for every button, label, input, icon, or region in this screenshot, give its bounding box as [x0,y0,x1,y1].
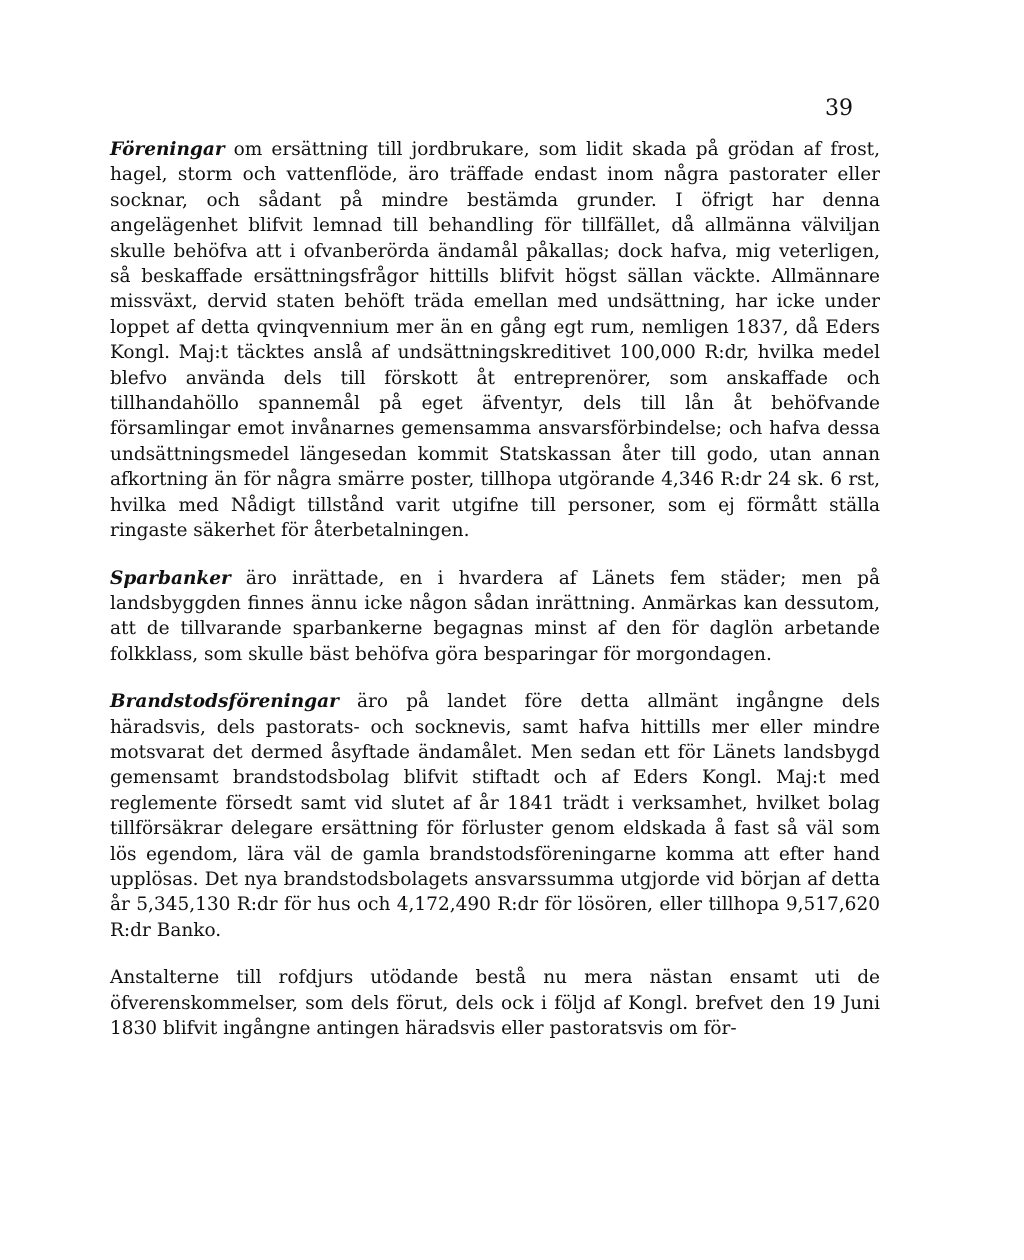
paragraph-lead-term: Föreningar [110,139,225,160]
paragraph-lead-term: Brandstodsföreningar [110,691,339,713]
paragraph-text: äro på landet före detta allmänt ingångne dels häradsvis, dels pastorats- och socknevis, samt hafva hittills mer eller mindre motsvarat det dermed åsyftade ändamålet. Men sedan ett för Länets landsbygd gemensamt brandstodsbolag blifvit stiftadt och af Eders Kongl. Maj:t med reglemente försedt samt vid slutet af år 1841 trädt i verksamhet, hvilket bolag tillförsäkrar delegare ersättning för förluster genom eldskada å fast så väl som lös egendom, lära väl de gamla brandstodsföreningarne komma att efter hand upplösas. Det nya brandstodsbolagets ansvarssumma utgjorde vid början af detta år 5,345,130 R:dr för hus och 4,172,490 R:dr för lösören, eller tillhopa 9,517,620 R:dr Banko. [110,691,880,941]
paragraph-foreningar [110,137,880,544]
paragraph-brandstodsforeningar [110,689,880,943]
page-number: 39 [825,96,853,121]
page-body [110,95,880,1063]
paragraph-anstalterne [110,965,880,1041]
paragraph-text: om ersättning till jordbrukare, som lidit skada på grödan af frost, hagel, storm och vattenflöde, äro träffade endast inom några pastorater eller socknar, och sådant på mindre bestämda grunder. I öfrigt har denna angelägenhet blifvit lemnad till behandling för tillfället, då allmänna välviljan skulle behöfva att i ofvanberörda ändamål påkallas; dock hafva, mig veterligen, så beskaffade ersättningsfrågor hittills blifvit högst sällan väckte. Allmännare missväxt, dervid staten behöft träda emellan med undsättning, har icke under loppet af detta qvinqvennium mer än en gång egt rum, nemligen 1837, då Eders Kongl. Maj:t täcktes anslå af undsättningskreditivet 100,000 R:dr, hvilka medel blefvo använda dels till förskott åt entreprenörer, som anskaffade och tillhandahöllo spannemål på eget äfventyr, dels till lån åt behöfvande församlingar emot invånarnes gemensamma ansvarsförbindelse; och hafva dessa undsättningsmedel längesedan kommit Statskassan åter till godo, utan annan afkortning än för några smärre poster, tillhopa utgörande 4,346 R:dr 24 sk. 6 rst, hvilka med Nådigt tillstånd varit utgifne till personer, som ej förmått ställa ringaste säkerhet för återbetalningen. [110,139,880,542]
paragraph-text: Anstalterne till rofdjurs utödande bestå nu mera nästan ensamt uti de öfverenskommelser, som dels förut, dels ock i följd af Kongl. brefvet den 19 Juni 1830 blifvit ingångne antingen häradsvis eller pastoratsvis om för- [110,967,880,1039]
paragraph-sparbanker [110,566,880,668]
paragraph-lead-term: Sparbanker [110,567,231,589]
paragraph-text: äro inrättade, en i hvardera af Länets fem städer; men på landsbyggden finnes ännu icke någon sådan inrättning. Anmärkas kan dessutom, att de tillvarande sparbankerne begagnas minst af den för daglön arbetande folkklass, som skulle bäst behöfva göra besparingar för morgondagen. [110,567,880,665]
